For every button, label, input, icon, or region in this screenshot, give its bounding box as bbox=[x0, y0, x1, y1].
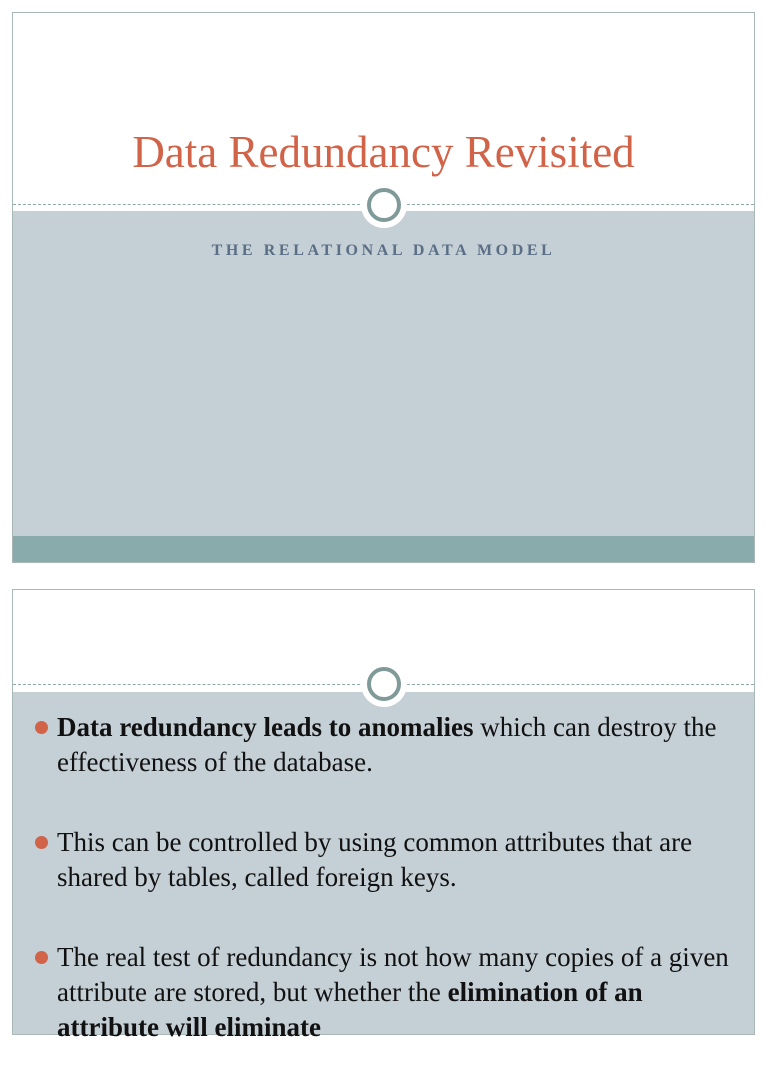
slide-title: Data Redundancy Revisited bbox=[132, 127, 635, 177]
bullet-text: This can be controlled by using common attributes that are shared by tables, called foreign keys. bbox=[57, 827, 693, 892]
bullet-item bbox=[35, 710, 742, 780]
slide-2 bbox=[12, 589, 755, 1042]
bullet-bold-text: elimination of an attribute will eliminate bbox=[57, 977, 643, 1042]
footer-band bbox=[13, 536, 754, 562]
slide-1 bbox=[12, 12, 755, 563]
bullet-dot-icon bbox=[35, 721, 48, 734]
bullet-bold-text: Data redundancy leads to anomalies bbox=[57, 712, 474, 742]
slide-body-panel bbox=[13, 211, 754, 562]
bullet-text: which can destroy the effectiveness of the database. bbox=[57, 712, 717, 777]
bullet-dot-icon bbox=[35, 951, 48, 964]
bullet-item bbox=[35, 825, 742, 895]
bullet-text: The real test of redundancy is not how many copies of a given attribute are stored, but whether the bbox=[57, 942, 729, 1007]
bullet-list bbox=[35, 710, 742, 1090]
ring-icon bbox=[361, 182, 407, 228]
slide-subtitle: THE RELATIONAL DATA MODEL bbox=[211, 242, 556, 259]
ring-icon bbox=[361, 661, 407, 707]
bullet-dot-icon bbox=[35, 836, 48, 849]
bullet-item bbox=[35, 940, 742, 1045]
